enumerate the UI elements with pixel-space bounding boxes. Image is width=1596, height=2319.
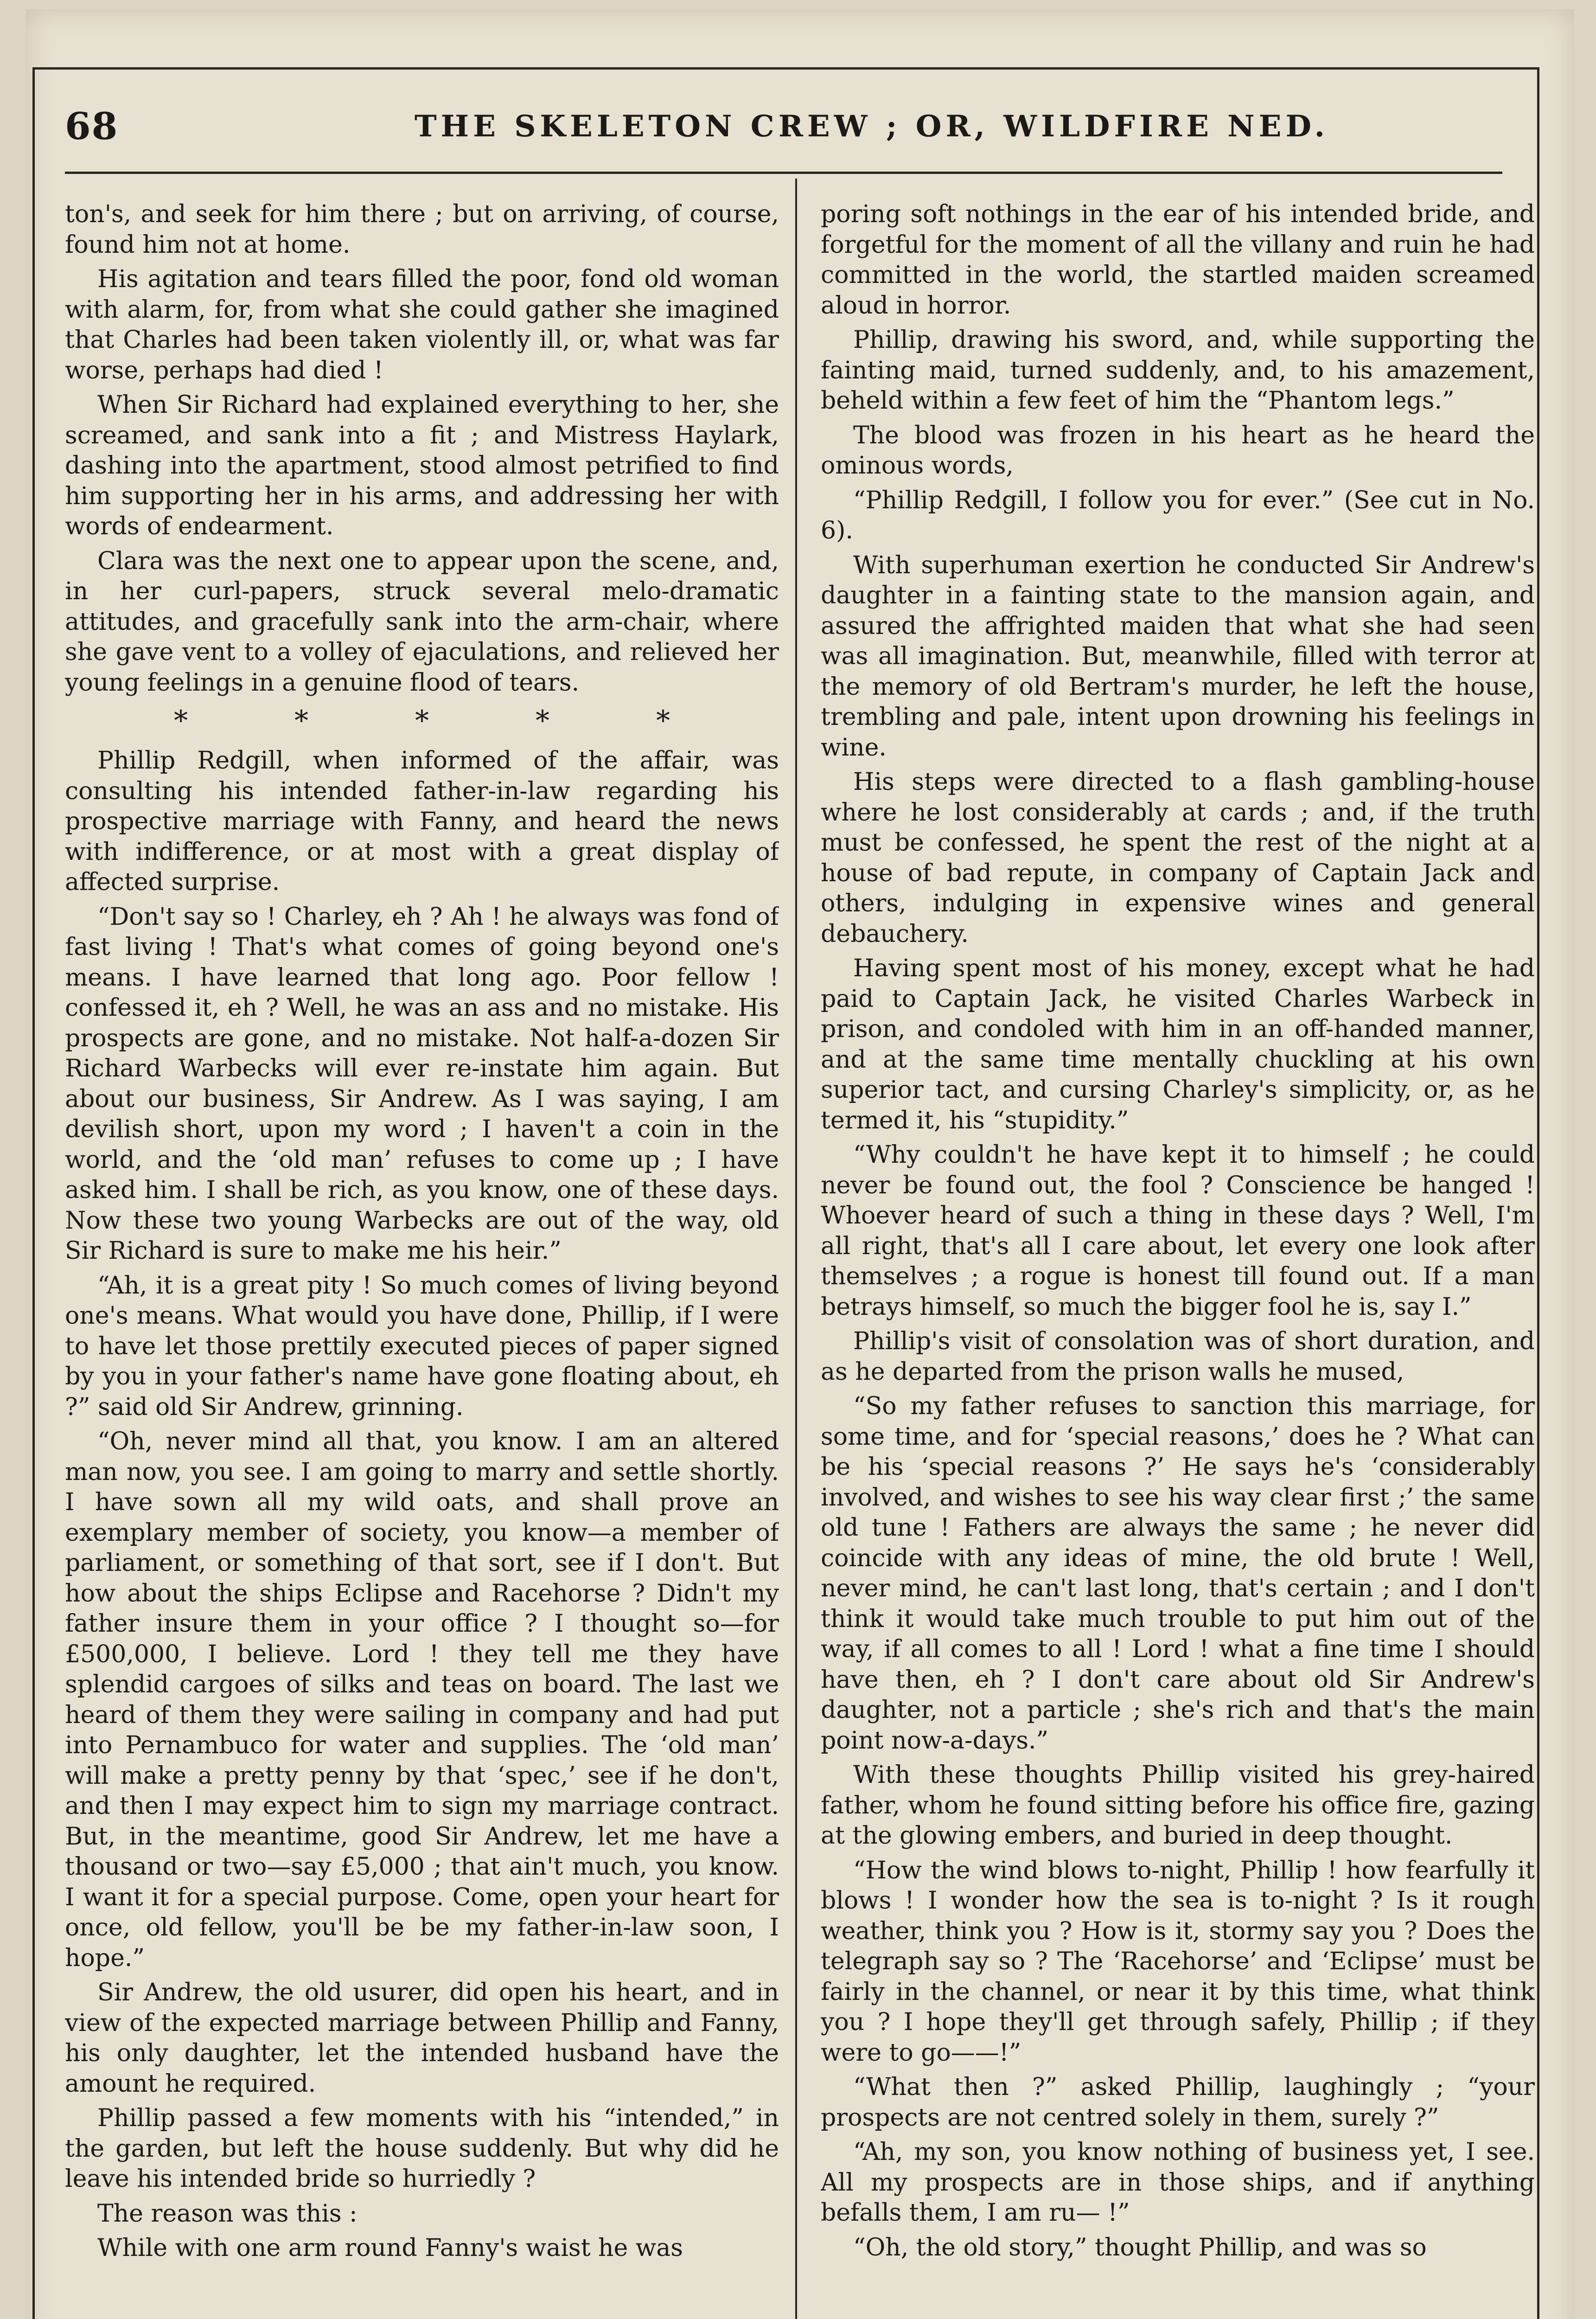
- paragraph: “So my father refuses to sanction this marriage, for some time, and for ‘special reasons,’ does he ? What can be his ‘special reasons ?’ He says he's ‘considerably involved, and wishes to see his way clear first ;’ the same old tune ! Fathers are always the same ; he never did coincide with any ideas of mine, the old brute ! Well, never mind, he can't last long, that's certain ; and I don't think it would take much trouble to put him out of the way, if all comes to all ! Lord ! what a fine time I should have then, eh ? I don't care about old Sir Andrew's daughter, not a particle ; she's rich and that's the main point now-a-days.”: [821, 1392, 1535, 1755]
- paragraph: “Don't say so ! Charley, eh ? Ah ! he always was fond of fast living ! That's what comes of going beyond one's means. I have learned that long ago. Poor fellow ! confessed it, eh ? Well, he was an ass and no mistake. His prospects are gone, and no mistake. Not half-a-dozen Sir Richard Warbecks will ever re-instate him again. But about our business, Sir Andrew. As I was saying, I am devilish short, upon my word ; I haven't a coin in the world, and the ‘old man’ refuses to come up ; I have asked him. I shall be rich, as you know, one of these days. Now these two young Warbecks are out of the way, old Sir Richard is sure to make me his heir.”: [65, 903, 779, 1265]
- paragraph: Phillip Redgill, when informed of the affair, was consulting his intended father-in-law regarding his prospective marriage with Fanny, and heard the news with indifference, or at most with a great display of affected surprise.: [65, 747, 779, 896]
- paragraph: “What then ?” asked Phillip, laughingly ; “your prospects are not centred solely in them, surely ?”: [821, 2073, 1535, 2132]
- paragraph: The reason was this :: [97, 2199, 358, 2228]
- right-column: [821, 199, 1535, 2319]
- paragraph: Phillip passed a few moments with his “intended,” in the garden, but left the house suddenly. But why did he leave his intended bride so hurriedly ?: [65, 2104, 779, 2193]
- paragraph: “Ah, my son, you know nothing of business yet, I see. All my prospects are in those ships, and if anything befalls them, I am ru— !”: [821, 2138, 1535, 2227]
- paragraph: The blood was frozen in his heart as he heard the ominous words,: [821, 421, 1535, 480]
- running-title: THE SKELETON CREW ; OR, WILDFIRE NED.: [415, 109, 1329, 144]
- paragraph: His steps were directed to a flash gambling-house where he lost considerably at cards ; and, if the truth must be confessed, he spent the rest of the night at a house of bad repute, in company of Captain Jack and others, indulging in expensive wines and general debauchery.: [821, 768, 1535, 948]
- paragraph: While with one arm round Fanny's waist he was: [97, 2234, 683, 2262]
- star: *: [174, 705, 188, 737]
- paragraph: Clara was the next one to appear upon the scene, and, in her curl-papers, struck several melo-dramatic attitudes, and gracefully sank into the arm-chair, where she gave vent to a volley of ejaculations, and relieved her young feelings in a genuine flood of tears.: [65, 547, 779, 697]
- paragraph: Phillip, drawing his sword, and, while supporting the fainting maid, turned suddenly, and, to his amazement, beheld within a few feet of him the “Phantom legs.”: [821, 326, 1535, 415]
- left-column: [65, 199, 779, 2319]
- paragraph: With these thoughts Phillip visited his grey-haired father, whom he found sitting before his office fire, gazing at the glowing embers, and buried in deep thought.: [821, 1761, 1535, 1850]
- paragraph: His agitation and tears filled the poor, fond old woman with alarm, for, from what she could gather she imagined that Charles had been taken violently ill, or, what was far worse, perhaps had died !: [65, 265, 779, 384]
- paragraph: Having spent most of his money, except what he had paid to Captain Jack, he visited Charles Warbeck in prison, and condoled with him in an off-handed manner, and at the same time mentally chuckling at his own superior tact, and cursing Charley's simplicity, or, as he termed it, his “stupidity.”: [821, 955, 1535, 1134]
- paragraph: With superhuman exertion he conducted Sir Andrew's daughter in a fainting state to the mansion again, and assured the affrighted maiden that what she had seen was all imagination. But, meanwhile, filled with terror at the memory of old Bertram's murder, he left the house, trembling and pale, intent upon drowning his feelings in wine.: [821, 551, 1535, 762]
- paragraph: When Sir Richard had explained everything to her, she screamed, and sank into a fit ; and Mistress Haylark, dashing into the apartment, stood almost petrified to find him supporting her in his arms, and addressing her with words of endearment.: [65, 391, 779, 540]
- paragraph: “Oh, the old story,” thought Phillip, and was so: [853, 2233, 1427, 2261]
- column-divider: [795, 179, 797, 2319]
- paragraph: Phillip's visit of consolation was of short duration, and as he departed from the prison walls he mused,: [821, 1327, 1535, 1386]
- header-rule: [65, 172, 1502, 174]
- star: *: [294, 705, 308, 737]
- page-header: [65, 104, 1493, 165]
- paragraph: Sir Andrew, the old usurer, did open his heart, and in view of the expected marriage between Phillip and Fanny, his only daughter, let the intended husband have the amount he required.: [65, 1979, 779, 2098]
- star: *: [536, 705, 549, 737]
- paragraph: ton's, and seek for him there ; but on arriving, of course, found him not at home.: [65, 200, 779, 259]
- star: *: [656, 705, 670, 737]
- paragraph: “How the wind blows to-night, Phillip ! how fearfully it blows ! I wonder how the sea is to-night ? Is it rough weather, think you ? How is it, stormy say you ? Does the telegraph say so ? The ‘Racehorse’ and ‘Eclipse’ must be fairly in the channel, or near it by this time, what think you ? I hope they'll get through safely, Phillip ; if they were to go——!”: [821, 1856, 1535, 2067]
- paragraph: “Why couldn't he have kept it to himself ; he could never be found out, the fool ? Conscience be hanged ! Whoever heard of such a thing in these days ? Well, I'm all right, that's all I care about, let every one look after themselves ; a rogue is honest till found out. If a man betrays himself, so much the bigger fool he is, say I.”: [821, 1141, 1535, 1321]
- paragraph: “Oh, never mind all that, you know. I am an altered man now, you see. I am going to marry and settle shortly. I have sown all my wild oats, and shall prove an exemplary member of society, you know—a member of parliament, or something of that sort, see if I don't. But how about the ships Eclipse and Racehorse ? Didn't my father insure them in your office ? I thought so—for £500,000, I believe. Lord ! they tell me they have splendid cargoes of silks and teas on board. The last we heard of them they were sailing in company and had put into Pernambuco for water and supplies. The ‘old man’ will make a pretty penny by that ‘spec,’ see if he don't, and then I may expect him to sign my marriage contract. But, in the meantime, good Sir Andrew, let me have a thousand or two—say £5,000 ; that ain't much, you know. I want it for a special purpose. Come, open your heart for once, old fellow, you'll be be my father-in-law soon, I hope.”: [65, 1428, 779, 1972]
- section-break-stars: [65, 702, 779, 739]
- paragraph: “Phillip Redgill, I follow you for ever.” (See cut in No. 6).: [821, 486, 1535, 545]
- paragraph: “Ah, it is a great pity ! So much comes of living beyond one's means. What would you have done, Phillip, if I were to have let those prettily executed pieces of paper signed by you in your father's name have gone floating about, eh ?” said old Sir Andrew, grinning.: [65, 1271, 779, 1421]
- page-number: 68: [65, 104, 119, 148]
- paragraph: poring soft nothings in the ear of his intended bride, and forgetful for the moment of all the villany and ruin he had committed in the world, the startled maiden screamed aloud in horror.: [821, 200, 1535, 320]
- star: *: [415, 705, 429, 737]
